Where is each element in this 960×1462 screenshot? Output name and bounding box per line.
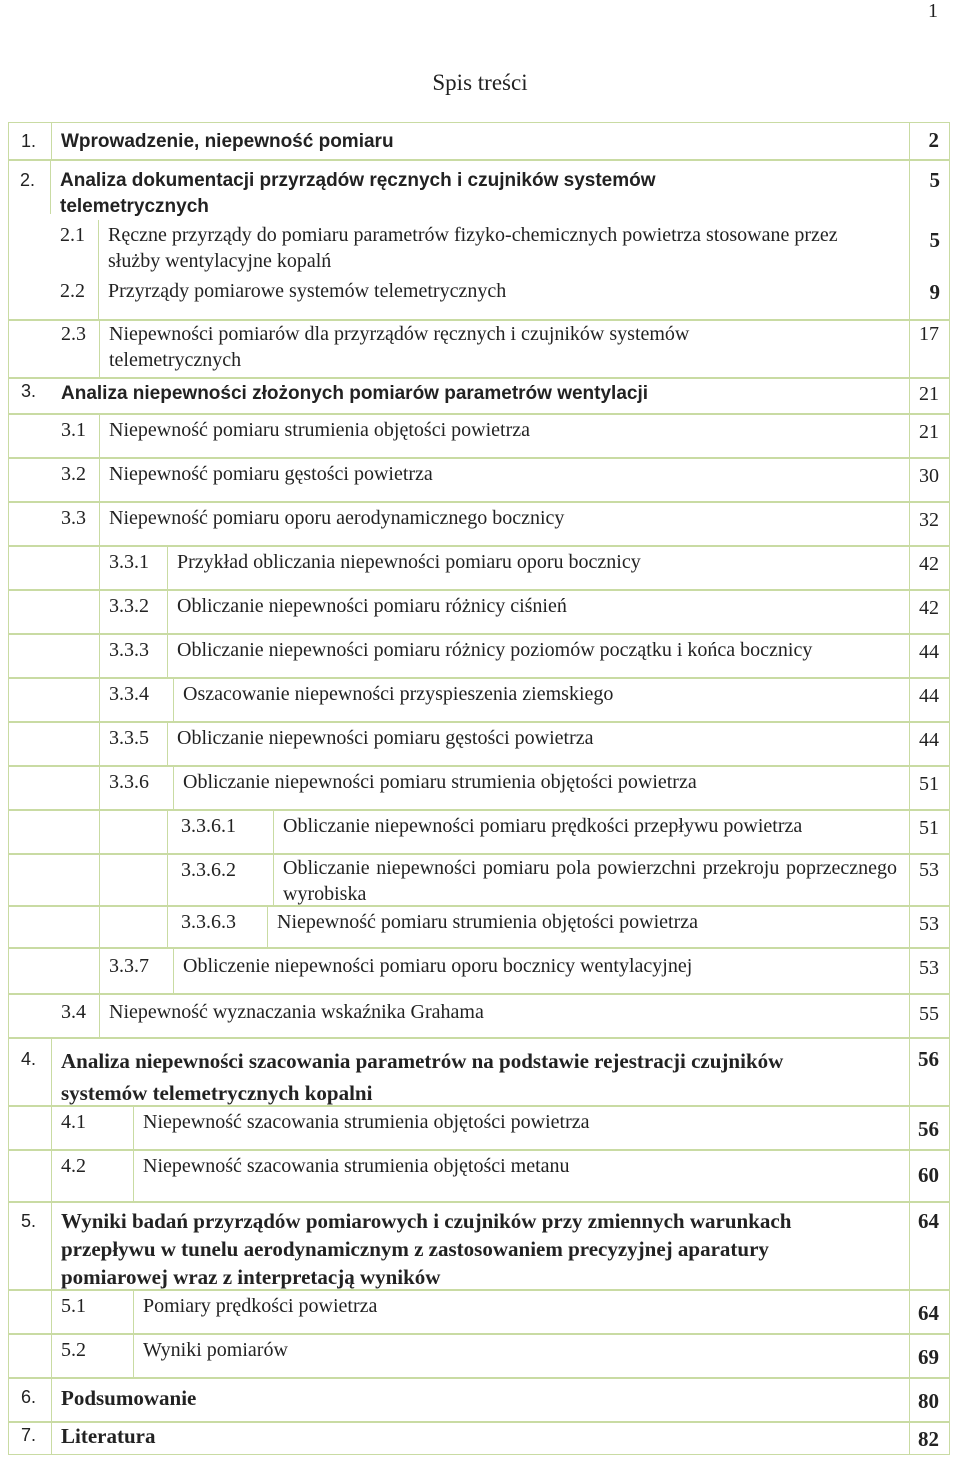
toc-entry-3-3-6[interactable] (8, 766, 950, 810)
toc-entry-3-3-4[interactable] (8, 678, 950, 722)
entry-title: Niepewność szacowania strumienia objętości metanu (143, 1155, 570, 1177)
toc-entry-4[interactable] (8, 1038, 950, 1106)
entry-page: 30 (919, 465, 939, 487)
toc-entry-7[interactable] (8, 1422, 950, 1455)
toc-entry-3-3-6-2[interactable] (8, 854, 950, 906)
entry-page: 17 (919, 323, 939, 345)
entry-page: 44 (919, 729, 939, 751)
entry-number: 3.3.2 (109, 595, 149, 617)
toc-entry-3-3-7[interactable] (8, 948, 950, 994)
entry-page: 53 (919, 859, 939, 881)
toc-entry-3-1[interactable] (8, 414, 950, 458)
entry-page: 51 (919, 817, 939, 839)
entry-number: 5.2 (61, 1339, 86, 1361)
toc-entry-1[interactable] (8, 122, 950, 160)
entry-title: Obliczanie niepewności pomiaru prędkości przepływu powietrza (283, 815, 803, 837)
entry-page: 51 (919, 773, 939, 795)
toc-entry-5[interactable] (8, 1202, 950, 1290)
entry-title: Niepewność pomiaru strumienia objętości powietrza (109, 419, 530, 441)
page-title: Spis treści (432, 70, 528, 95)
entry-title: Niepewność pomiaru oporu aerodynamicznego bocznicy (109, 507, 565, 529)
entry-title: Podsumowanie (61, 1386, 197, 1410)
entry-title: Analiza dokumentacji przyrządów ręcznych i czujników systemów telemetrycznych (60, 170, 656, 217)
entry-title: Przykład obliczania niepewności pomiaru oporu bocznicy (177, 551, 641, 573)
toc-entry-3[interactable] (8, 378, 950, 414)
entry-title: Przyrządy pomiarowe systemów telemetrycznych (108, 280, 507, 302)
entry-title: Analiza niepewności szacowania parametrów na podstawie rejestracji czujników systemów telemetrycznych kopalni (61, 1049, 784, 1105)
entry-number: 2.2 (60, 280, 85, 302)
toc-entry-5-1[interactable] (8, 1290, 950, 1334)
entry-title: Obliczanie niepewności pomiaru różnicy poziomów początku i końca bocznicy (177, 639, 813, 661)
entry-title: Obliczanie niepewności pomiaru gęstości powietrza (177, 727, 594, 749)
entry-page: 69 (918, 1345, 939, 1369)
entry-number: 3. (21, 381, 37, 401)
entry-title: Obliczanie niepewności pomiaru strumienia objętości powietrza (183, 771, 697, 793)
page-number: 1 (928, 0, 938, 22)
toc-entry-2-1[interactable] (8, 220, 950, 278)
entry-page: 21 (919, 383, 939, 405)
entry-page: 64 (918, 1209, 939, 1233)
entry-number: 1. (21, 131, 37, 151)
entry-title: Analiza niepewności złożonych pomiarów parametrów wentylacji (61, 383, 649, 404)
entry-number: 4. (21, 1049, 37, 1069)
entry-number: 2.3 (61, 323, 86, 345)
toc-entry-3-3-1[interactable] (8, 546, 950, 590)
entry-number: 3.2 (61, 463, 86, 485)
entry-title: Wyniki pomiarów (143, 1339, 288, 1361)
table-of-contents (8, 122, 950, 1455)
entry-title: Niepewność szacowania strumienia objętości powietrza (143, 1111, 590, 1133)
entry-title: Wyniki badań przyrządów pomiarowych i czujników przy zmiennych warunkach przepływu w tunelu aerodynamicznym z zastosowaniem precyzyjnej aparatury pomiarowej wraz z interpretacją wyników (61, 1209, 792, 1289)
entry-number: 7. (21, 1425, 37, 1445)
entry-number: 2.1 (60, 224, 85, 246)
toc-entry-6[interactable] (8, 1378, 950, 1422)
entry-number: 3.3.1 (109, 551, 149, 573)
entry-page: 42 (919, 553, 939, 575)
entry-page: 82 (918, 1427, 939, 1451)
entry-page: 64 (918, 1301, 939, 1325)
entry-page: 55 (919, 1003, 939, 1025)
entry-page: 53 (919, 957, 939, 979)
entry-title: Ręczne przyrządy do pomiaru parametrów fizyko-chemicznych powietrza stosowane przez służby wentylacyjne kopalń (108, 224, 838, 272)
entry-title: Niepewność pomiaru strumienia objętości powietrza (277, 911, 698, 933)
entry-title: Oszacowanie niepewności przyspieszenia ziemskiego (183, 683, 614, 705)
entry-page: 21 (919, 421, 939, 443)
entry-title: Niepewność pomiaru gęstości powietrza (109, 463, 433, 485)
toc-entry-4-2[interactable] (8, 1150, 950, 1202)
toc-entry-3-3-5[interactable] (8, 722, 950, 766)
entry-number: 4.1 (61, 1111, 86, 1133)
entry-number: 3.3 (61, 507, 86, 529)
toc-entry-2[interactable] (8, 160, 950, 217)
toc-entry-3-3-6-1[interactable] (8, 810, 950, 854)
entry-page: 42 (919, 597, 939, 619)
toc-entry-5-2[interactable] (8, 1334, 950, 1378)
entry-number: 3.3.3 (109, 639, 149, 661)
entry-number: 3.1 (61, 419, 86, 441)
entry-number: 3.3.4 (109, 683, 149, 705)
entry-title: Niepewności pomiarów dla przyrządów ręcznych i czujników systemów telemetrycznych (109, 323, 690, 371)
entry-title: Obliczanie niepewności pomiaru pola powierzchni przekroju poprzecznego wyrobiska (283, 857, 897, 905)
entry-title: Pomiary prędkości powietrza (143, 1295, 378, 1317)
entry-page: 60 (918, 1163, 939, 1187)
entry-page: 5 (929, 168, 940, 192)
entry-page: 53 (919, 913, 939, 935)
entry-title: Niepewność wyznaczania wskaźnika Grahama (109, 1001, 484, 1023)
toc-entry-2-3[interactable] (8, 320, 950, 378)
entry-number: 3.4 (61, 1001, 86, 1023)
entry-page: 5 (929, 228, 940, 252)
entry-number: 3.3.6 (109, 771, 149, 793)
entry-number: 3.3.6.2 (181, 859, 236, 881)
entry-title: Wprowadzenie, niepewność pomiaru (61, 131, 394, 152)
toc-entry-3-3-2[interactable] (8, 590, 950, 634)
entry-page: 80 (918, 1389, 939, 1413)
toc-entry-3-3-6-3[interactable] (8, 906, 950, 948)
toc-entry-2-2[interactable] (8, 278, 950, 320)
entry-number: 5. (21, 1211, 37, 1231)
entry-page: 44 (919, 685, 939, 707)
entry-number: 2. (20, 170, 36, 190)
toc-entry-4-1[interactable] (8, 1106, 950, 1150)
entry-number: 6. (21, 1387, 37, 1407)
toc-entry-3-3[interactable] (8, 502, 950, 546)
entry-title: Literatura (61, 1424, 156, 1448)
entry-number: 3.3.6.3 (181, 911, 236, 933)
toc-entry-3-3-3[interactable] (8, 634, 950, 678)
toc-entry-3-4[interactable] (8, 994, 950, 1038)
entry-page: 2 (928, 128, 939, 152)
entry-page: 44 (919, 641, 939, 663)
toc-entry-3-2[interactable] (8, 458, 950, 502)
entry-title: Obliczenie niepewności pomiaru oporu bocznicy wentylacyjnej (183, 955, 693, 977)
entry-number: 3.3.6.1 (181, 815, 236, 837)
entry-number: 3.3.5 (109, 727, 149, 749)
entry-page: 56 (918, 1117, 939, 1141)
entry-number: 3.3.7 (109, 955, 149, 977)
entry-page: 32 (919, 509, 939, 531)
entry-number: 4.2 (61, 1155, 86, 1177)
entry-title: Obliczanie niepewności pomiaru różnicy ciśnień (177, 595, 567, 617)
entry-page: 9 (929, 280, 940, 304)
entry-number: 5.1 (61, 1295, 86, 1317)
entry-page: 56 (918, 1047, 939, 1071)
